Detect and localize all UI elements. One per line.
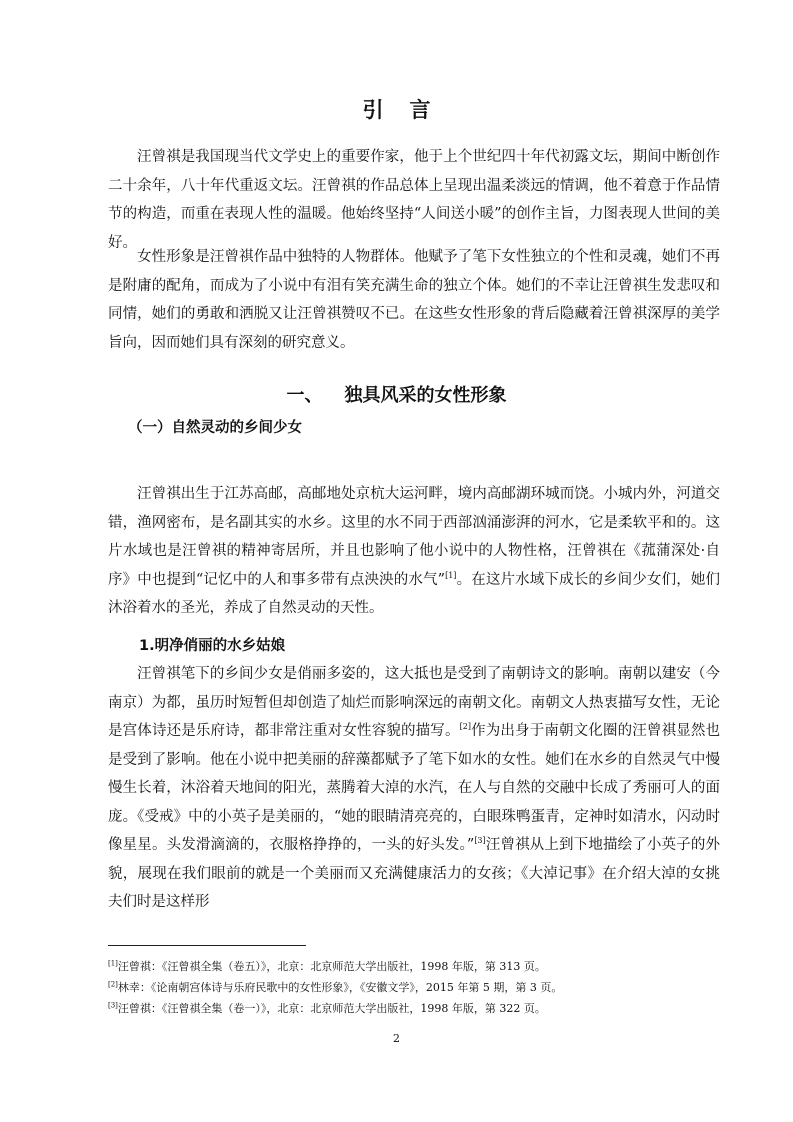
footnote-3 xyxy=(108,998,720,1019)
footnote-divider xyxy=(108,945,306,946)
paragraph-text: 汪曾祺笔下的乡间少女是俏丽多姿的，这大抵也是受到了南朝诗文的影响。南朝以建安（今南京）为都，虽历时短暂但却创造了灿烂而影响深远的南朝文化。南朝文人热衷描写女性，无论是宫体诗还是乐府诗，都非常注重对女性容貌的描写。 xyxy=(108,666,720,739)
subsection-heading: （一）自然灵动的乡间少女 xyxy=(128,420,302,436)
paragraph-text: 汪曾祺出生于江苏高邮，高邮地处京杭大运河畔，境内高邮湖环城而饶。小城内外，河道交错，渔网密布，是名副其实的水乡。这里的水不同于西部汹涌澎湃的河水，它是柔软平和的。这片水域也是汪曾祺的精神寄居所，并且也影响了他小说中的人物性格，汪曾祺在《菰蒲深处·自序》中也提到“记忆中的人和事多带有点泱泱的水气” xyxy=(108,486,720,588)
footnote-marker: [2] xyxy=(108,980,118,989)
footnote-text: 汪曾祺：《汪曾祺全集（卷一）》，北京：北京师范大学出版社，1998 年版，第 322 页。 xyxy=(117,1002,546,1015)
footnote-text: 林幸：《论南朝宫体诗与乐府民歌中的女性形象》，《安徽文学》，2015 年第 5 期，第 3 页。 xyxy=(117,981,563,994)
section-title: 独具风采的女性形象 xyxy=(344,385,507,406)
footnote-2 xyxy=(108,977,720,998)
body-paragraph-2 xyxy=(108,660,720,917)
title-char-1: 引 xyxy=(362,98,384,122)
footnote-marker: [3] xyxy=(108,1001,118,1010)
section-heading xyxy=(0,381,793,407)
intro-paragraph-1: 汪曾祺是我国现当代文学史上的重要作家，他于上个世纪四十年代初露文坛，期间中断创作二十余年，八十年代重返文坛。汪曾祺的作品总体上呈现出温柔淡远的情调，他不着意于作品情节的构造，而重在表现人性的温暖。他始终坚持“人间送小暖”的创作主旨，力图表现人世间的美好。 xyxy=(108,149,720,251)
footnote-text: 汪曾祺：《汪曾祺全集（卷五）》，北京：北京师范大学出版社，1998 年版，第 313 页。 xyxy=(117,960,546,973)
footnote-ref-1[interactable]: [1] xyxy=(445,570,457,580)
paragraph-text: 汪曾祺从上到下地描绘了小英子的外貌，展现在我们眼前的就是一个美丽而又充满健康活力的女孩；《大淖记事》在介绍大淖的女挑夫们时是这样形 xyxy=(108,837,720,910)
body-paragraph-1 xyxy=(108,480,720,623)
footnotes xyxy=(108,956,720,1019)
intro-paragraph-2: 女性形象是汪曾祺作品中独特的人物群体。他赋予了笔下女性独立的个性和灵魂，她们不再是附庸的配角，而成为了小说中有泪有笑充满生命的独立个体。她们的不幸让汪曾祺生发悲叹和同情，她们的勇敢和洒脱又让汪曾祺赞叹不已。在这些女性形象的背后隐藏着汪曾祺深厚的美学旨向，因而她们具有深刻的研究意义。 xyxy=(108,249,720,351)
paragraph-text: 。在这片水域下成长的乡间少女们，她们沐浴着水的圣光，养成了自然灵动的天性。 xyxy=(108,571,720,616)
subsubsection-heading: 1.明净俏丽的水乡姑娘 xyxy=(139,638,286,654)
section-number: 一、 xyxy=(286,385,323,406)
title-char-2: 言 xyxy=(409,98,431,122)
paragraph-text: 作为出身于南朝文化圈的汪曾祺显然也是受到了影响。他在小说中把美丽的辞藻都赋予了笔下如水的女性。她们在水乡的自然灵气中慢慢生长着，沐浴着天地间的阳光，蒸腾着大淖的水汽，在人与自然的交融中长成了秀丽可人的面庞。《受戒》中的小英子是美丽的，“她的眼睛清亮亮的，白眼珠鸭蛋青，定神时如清水，闪动时像星星。头发滑滴滴的，衣服格挣挣的，一头的好头发。” xyxy=(108,723,721,853)
footnote-ref-2[interactable]: [2] xyxy=(459,722,471,732)
footnote-ref-3[interactable]: [3] xyxy=(474,836,486,846)
footnote-marker: [1] xyxy=(108,959,118,968)
page-title xyxy=(0,94,793,124)
page-number: 2 xyxy=(393,1032,400,1045)
footnote-1 xyxy=(108,956,720,977)
